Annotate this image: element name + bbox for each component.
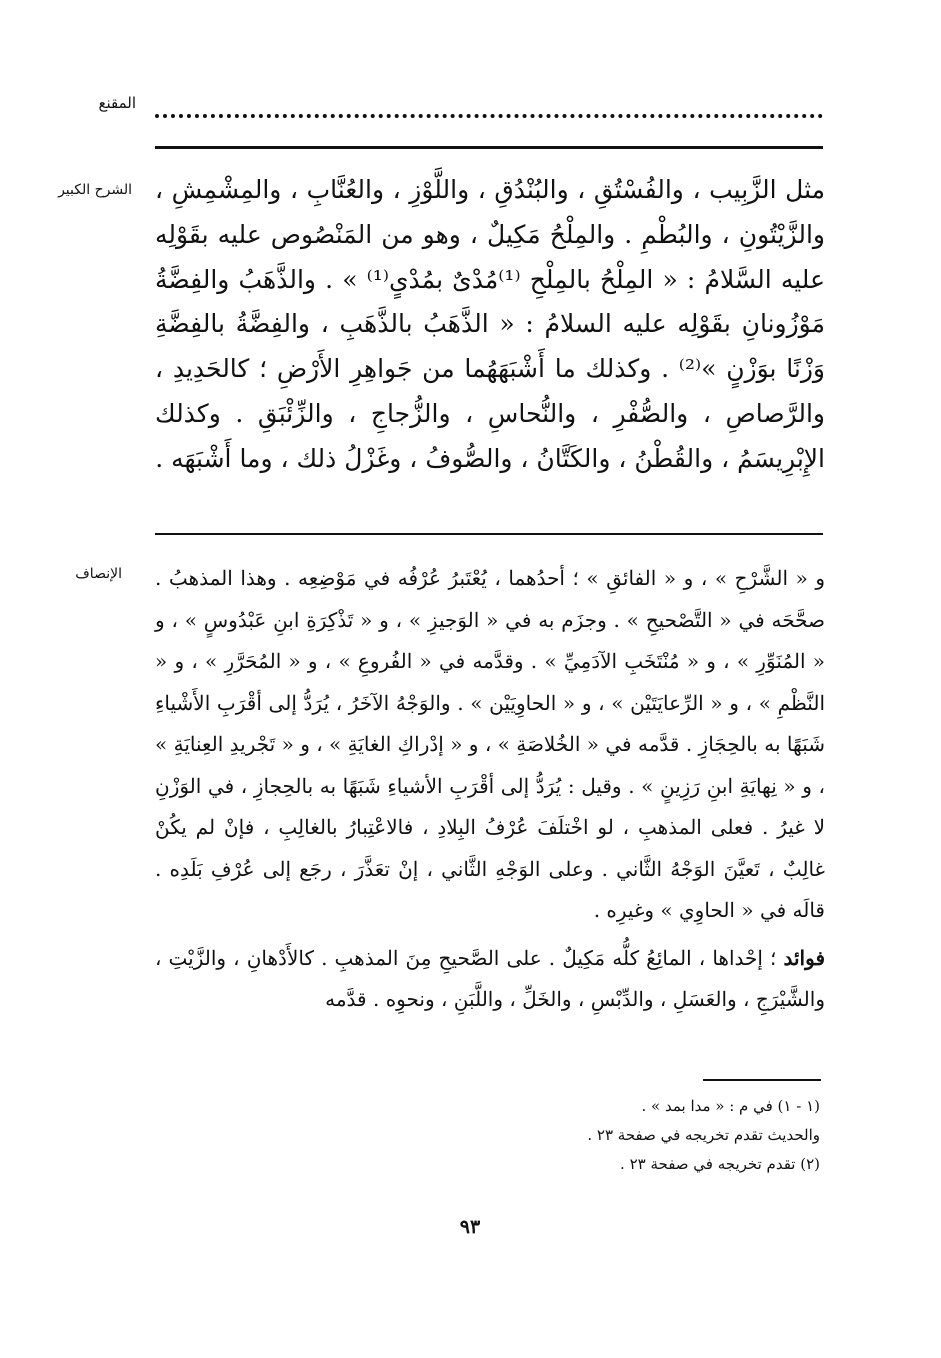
footnote-line: (١ - ١) في م : « مدا بمد » . — [641, 1097, 820, 1115]
header-dotted-line — [155, 98, 823, 118]
sharh-paragraph: مثل الزَّبِيب ، والفُسْتُقِ ، والبُنْدُقِ ، واللَّوْزِ ، والعُنَّابِ ، والمِشْمِشِ ، والزَّيْتُونِ ، والبُطْمِ . والمِلْحُ مَكِيلٌ ، وهو من المَنْصُوص عليه بقَوْلِه عليه السَّلامُ : « المِلْحُ بالمِلْحِ ⁽¹⁾مُدْىٌ بمُدْىٍ⁽¹⁾ » . والذَّهَبُ والفِضَّةُ مَوْزُونانِ بقَوْلِه عليه السلامُ : « الذَّهَبُ بالذَّهَبِ ، والفِضَّةُ بالفِضَّةِ وَزْنًا بوَزْنٍ »⁽²⁾ . وكذلك ما أَشْبَهَهُما من جَواهِرِ الأَرْضِ ؛ كالحَدِيدِ ، والرَّصاصِ ، والصُّفْرِ ، والنُّحاسِ ، والزُّجاجِ ، والزِّئْبَقِ . وكذلك الإِبْرِيسَمُ ، والقُطْنُ ، والكَتَّانُ ، والصُّوفُ ، وغَزْلُ ذلك ، وما أَشْبَهَه . — [155, 175, 826, 473]
footnotes — [400, 1092, 820, 1179]
sharh-text-block — [155, 168, 825, 482]
fawaid-text: ؛ إحْداها ، المائِعُ كلُّه مَكِيلٌ . على الصَّحيحِ مِنَ المذهبِ . كالأَدْهانِ ، والزَّيْتِ ، والشَّيْرَجِ ، والعَسَلِ ، والدِّبْسِ ، والخَلِّ ، واللَّبَنِ ، ونحوِه . قدَّمه — [155, 945, 825, 1011]
running-header-title: المقنع — [98, 94, 136, 112]
margin-label-sharh: الشرح الكبير — [58, 182, 132, 198]
margin-label-insaf: الإنصاف — [75, 566, 122, 582]
insaf-paragraph: و « الشَّرْحِ » ، و « الفائقِ » ؛ أحدُهما ، يُعْتَبرُ عُرْفُه في مَوْضِعِه . وهذا المذهبُ . صحَّحَه في « التَّصْحيحِ » . وجزَم به في « الوَجيزِ » ، و « تَذْكِرَةِ ابنِ عَبْدُوسٍ » ، و « المُنَوِّرِ » ، و « مُنْتَخَبِ الآدَمِيِّ » . وقدَّمه في « الفُروعِ » ، و « المُحَرَّرِ » ، و « النَّظْمِ » ، و « الرِّعايَتَيْن » ، و « الحاوِيَيْن » . والوَجْهُ الآخَرُ ، يُرَدُّ إلى أقْرَبِ الأَشْياءِ شَبَهًا به بالحِجَازِ . قدَّمه في « الخُلاصَةِ » ، و « إدْراكِ الغايَةِ » ، و « تَجْريدِ العِنايَةِ » ، و « نِهايَةِ ابنِ رَزِينٍ » . وقيل : يُرَدُّ إلى أقْرَبِ الأشياءِ شَبَهًا به بالحِجازِ ، في الوَزْنِ لا غيرُ . فعلى المذهبِ ، لو اخْتلَفَ عُرْفُ البِلادِ ، فالاعْتِبارُ بالغالِبِ ، فإنْ لم يكُنْ غالِبٌ ، تَعيَّنَ الوَجْهُ الثَّاني . وعلى الوَجْهِ الثَّاني ، إنْ تعَذَّرَ ، رجَع إلى عُرْفِ بَلَدِه . قالَه في « الحاوِي » وغيرِه . — [155, 566, 825, 922]
footnote-line: والحديث تقدم تخريجه في صفحة ٢٣ . — [587, 1126, 820, 1144]
footnote-rule — [703, 1079, 821, 1081]
insaf-text-block — [155, 558, 825, 1021]
page-number: ٩٣ — [459, 1216, 481, 1238]
fawaid-heading: فوائد — [783, 945, 825, 970]
insaf-fawaid-paragraph — [155, 938, 825, 1021]
footnote-line: (٢) تقدم تخريجه في صفحة ٢٣ . — [620, 1155, 820, 1173]
section-divider — [155, 533, 823, 535]
header-rule — [155, 146, 823, 149]
